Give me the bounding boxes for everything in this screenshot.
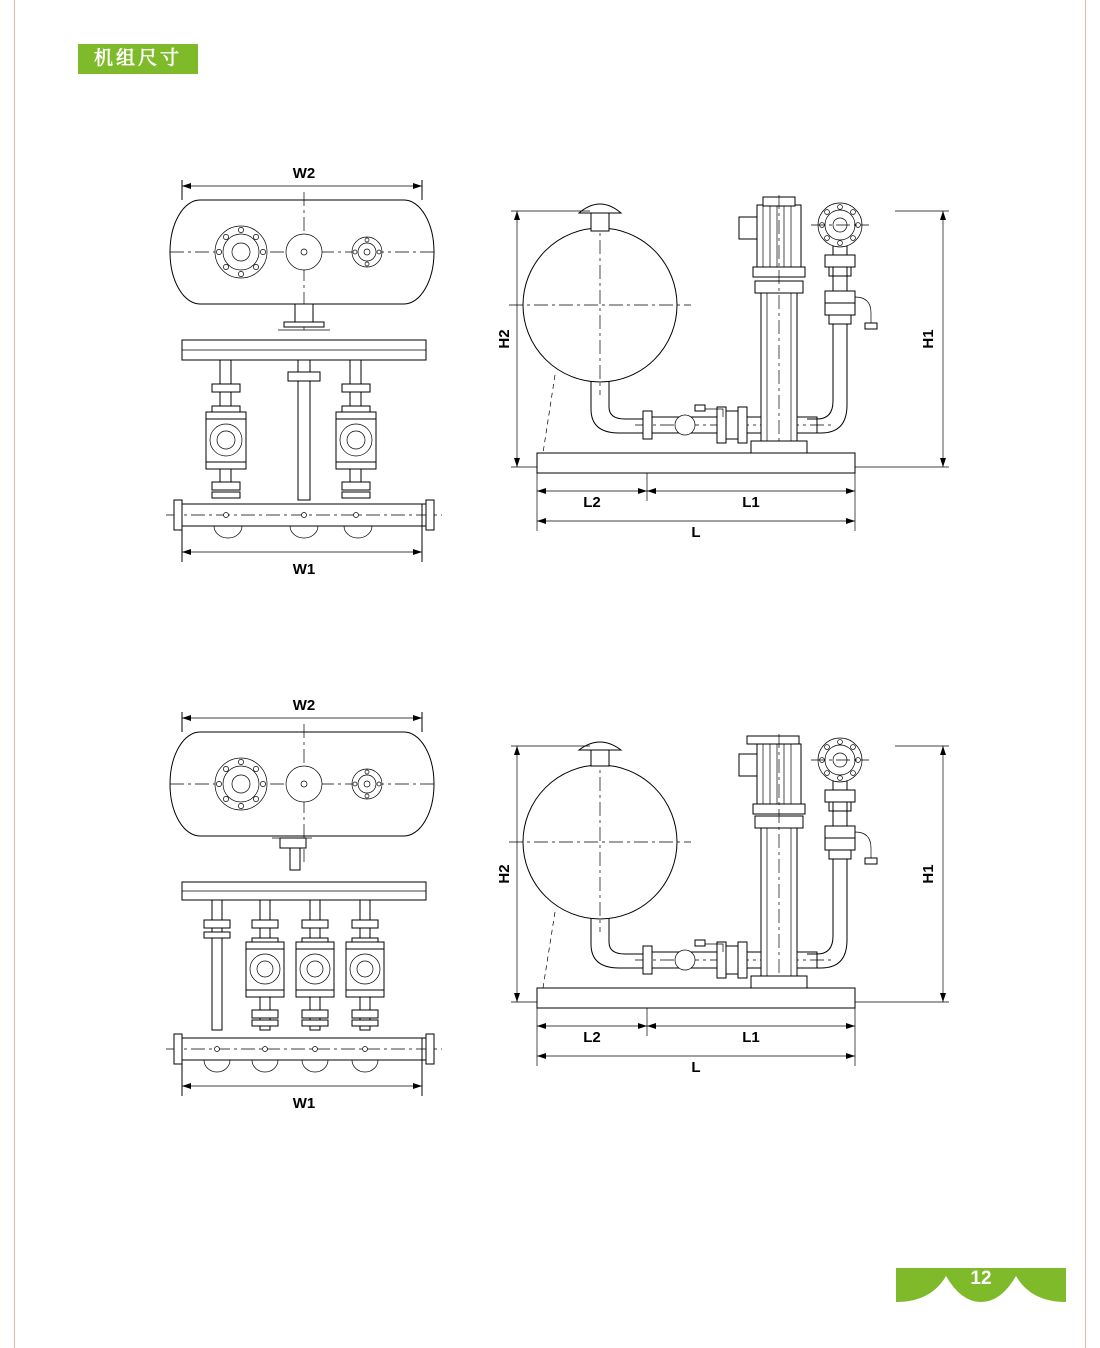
dim-l: L xyxy=(691,1059,701,1075)
dim-h1: H1 xyxy=(920,864,937,884)
diagram-unit-b-side xyxy=(495,730,965,1075)
diagram-unit-a-side xyxy=(495,195,965,540)
page-right-rule xyxy=(1085,0,1086,1348)
dim-w2-top: W2 xyxy=(292,165,316,182)
dim-l1: L1 xyxy=(742,494,760,511)
dim-l1: L1 xyxy=(742,1029,760,1046)
diagram-unit-a-front xyxy=(160,160,450,580)
page-number: 12 xyxy=(970,1268,992,1289)
dim-l2: L2 xyxy=(583,1029,601,1046)
dim-w1-bottom: W1 xyxy=(292,1095,316,1112)
dim-h2: H2 xyxy=(496,864,513,884)
dim-h1: H1 xyxy=(920,329,937,349)
dim-w2-top: W2 xyxy=(292,697,316,714)
dim-w1-bottom: W1 xyxy=(292,561,316,578)
dim-l: L xyxy=(691,524,701,540)
page-left-rule xyxy=(14,0,15,1348)
dim-h2: H2 xyxy=(496,329,513,349)
section-title-tag: 机组尺寸 xyxy=(78,44,198,74)
dim-l2: L2 xyxy=(583,494,601,511)
diagram-unit-b-front xyxy=(160,692,450,1112)
